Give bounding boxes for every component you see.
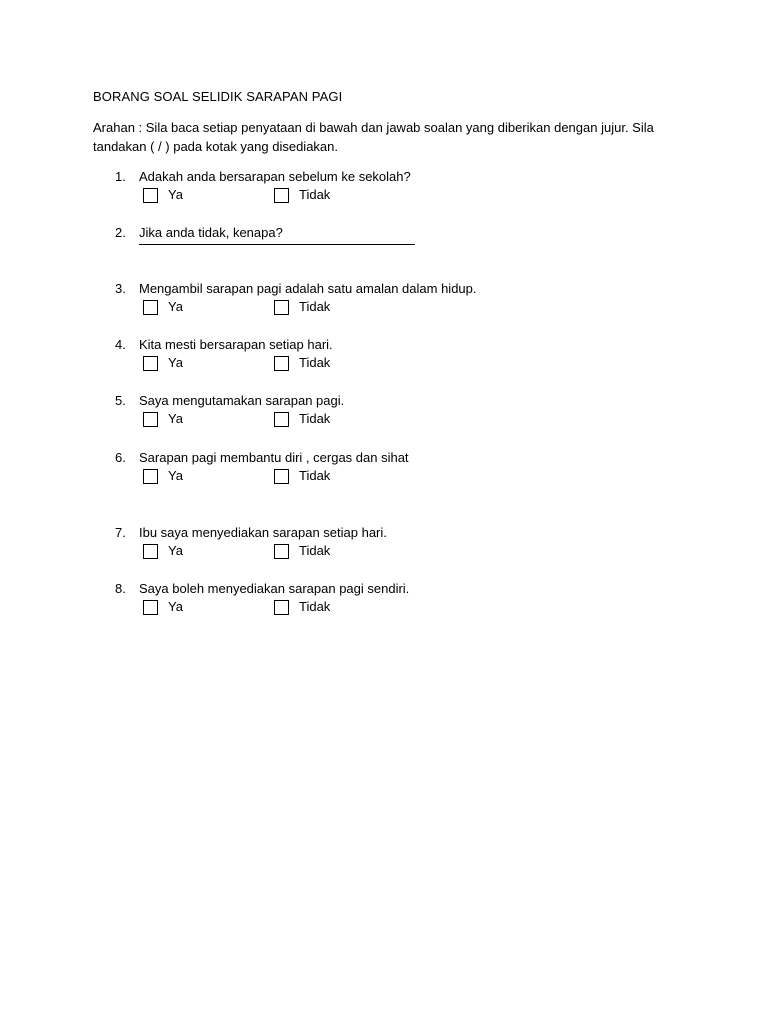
question-text: Sarapan pagi membantu diri , cergas dan sihat — [139, 450, 409, 465]
question-number: 4. — [115, 337, 126, 352]
answer-options — [143, 599, 443, 619]
option-tidak-label: Tidak — [299, 187, 331, 202]
checkbox-tidak[interactable] — [274, 469, 289, 484]
answer-options — [143, 411, 443, 431]
checkbox-ya[interactable] — [143, 412, 158, 427]
option-ya-label: Ya — [168, 468, 183, 483]
question-number: 7. — [115, 525, 126, 540]
question-text: Kita mesti bersarapan setiap hari. — [139, 337, 333, 352]
question-number: 8. — [115, 581, 126, 596]
checkbox-tidak[interactable] — [274, 412, 289, 427]
answer-line[interactable] — [139, 244, 415, 245]
answer-options — [143, 355, 443, 375]
question-number: 3. — [115, 281, 126, 296]
instructions-line-2: tandakan ( / ) pada kotak yang disediakan. — [93, 139, 338, 154]
option-tidak-label: Tidak — [299, 468, 331, 483]
question-text: Jika anda tidak, kenapa? — [139, 225, 283, 240]
option-ya-label: Ya — [168, 355, 183, 370]
checkbox-ya[interactable] — [143, 544, 158, 559]
checkbox-ya[interactable] — [143, 356, 158, 371]
question-number: 5. — [115, 393, 126, 408]
option-tidak-label: Tidak — [299, 599, 331, 614]
answer-options — [143, 187, 443, 207]
option-tidak-label: Tidak — [299, 355, 331, 370]
checkbox-tidak[interactable] — [274, 300, 289, 315]
option-tidak-label: Tidak — [299, 543, 331, 558]
checkbox-tidak[interactable] — [274, 356, 289, 371]
checkbox-ya[interactable] — [143, 469, 158, 484]
option-ya-label: Ya — [168, 543, 183, 558]
form-title: BORANG SOAL SELIDIK SARAPAN PAGI — [93, 89, 343, 104]
option-tidak-label: Tidak — [299, 299, 331, 314]
checkbox-ya[interactable] — [143, 300, 158, 315]
checkbox-tidak[interactable] — [274, 600, 289, 615]
checkbox-tidak[interactable] — [274, 188, 289, 203]
question-number: 2. — [115, 225, 126, 240]
answer-options — [143, 543, 443, 563]
question-text: Adakah anda bersarapan sebelum ke sekolah? — [139, 169, 411, 184]
question-text: Ibu saya menyediakan sarapan setiap hari. — [139, 525, 387, 540]
option-ya-label: Ya — [168, 187, 183, 202]
checkbox-ya[interactable] — [143, 600, 158, 615]
option-ya-label: Ya — [168, 299, 183, 314]
question-text: Saya boleh menyediakan sarapan pagi sendiri. — [139, 581, 410, 596]
checkbox-tidak[interactable] — [274, 544, 289, 559]
answer-options — [143, 299, 443, 319]
option-ya-label: Ya — [168, 411, 183, 426]
question-text: Mengambil sarapan pagi adalah satu amalan dalam hidup. — [139, 281, 477, 296]
instructions — [93, 118, 673, 156]
question-text: Saya mengutamakan sarapan pagi. — [139, 393, 345, 408]
instructions-line-1: Arahan : Sila baca setiap penyataan di bawah dan jawab soalan yang diberikan dengan jujur. Sila — [93, 120, 654, 135]
checkbox-ya[interactable] — [143, 188, 158, 203]
option-tidak-label: Tidak — [299, 411, 331, 426]
question-number: 6. — [115, 450, 126, 465]
option-ya-label: Ya — [168, 599, 183, 614]
question-number: 1. — [115, 169, 126, 184]
answer-options — [143, 468, 443, 488]
